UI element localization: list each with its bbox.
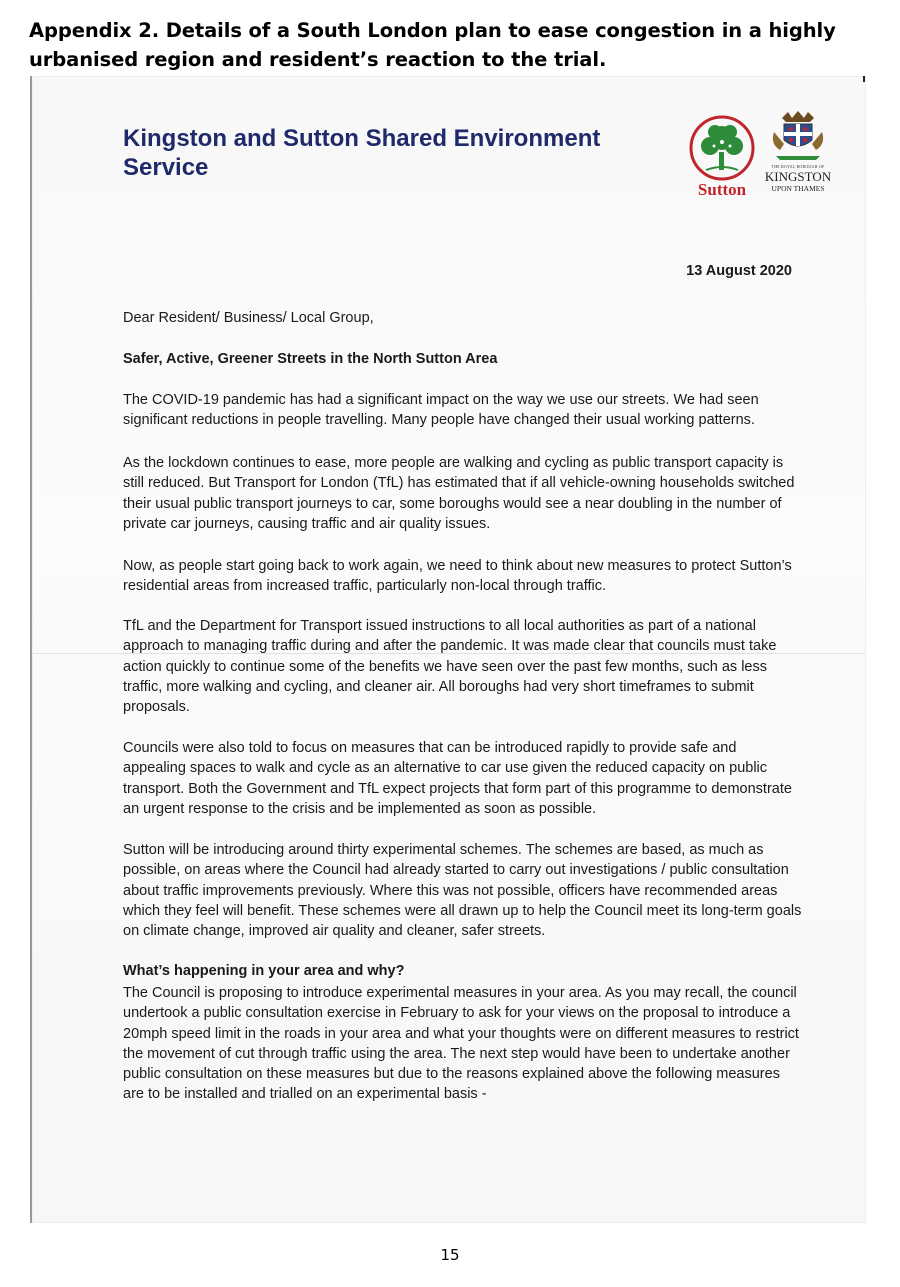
kingston-logo	[762, 110, 834, 200]
sutton-tree-logo-icon	[684, 112, 760, 182]
letter-date: 13 August 2020	[686, 263, 792, 279]
paragraph: Now, as people start going back to work again, we need to think about new measures to protect Sutton’s residential areas from increased traffic, particularly non-local through traffic.	[123, 558, 792, 595]
sutton-logo-text: Sutton	[697, 180, 747, 199]
kingston-logo-small-text: THE ROYAL BOROUGH OF	[771, 164, 825, 169]
kingston-logo-name: KINGSTON	[764, 169, 832, 184]
scan-mark	[863, 76, 865, 82]
kingston-logo-subtitle: UPON THAMES	[771, 184, 825, 193]
paragraph: Councils were also told to focus on measures that can be introduced rapidly to provide safe and appealing spaces to walk and cycle as an alternative to car use given the reduced capacity on public transport. Both the Government and TfL expect projects that form part of this programme to demonstrate an urgent response to the crisis and be implemented as soon as possible.	[123, 740, 792, 817]
letter-subject: Safer, Active, Greener Streets in the North Sutton Area	[123, 351, 498, 367]
kingston-crest-logo-icon	[762, 110, 834, 164]
scanned-letter	[30, 76, 866, 1223]
paragraph: Sutton will be introducing around thirty experimental schemes. The schemes are based, as much as possible, on areas where the Council had already started to carry out investigations / public consultation about traffic improvements previously. Where this was not possible, officers have recommended areas which they feel will benefit. These schemes were all drawn up to help the Council meet its long-term goals on climate change, improved air quality and cleaner, safer streets.	[123, 842, 802, 940]
salutation: Dear Resident/ Business/ Local Group,	[123, 310, 374, 326]
appendix-heading: Appendix 2. Details of a South London plan to ease congestion in a highly urbanised region and resident’s reaction to the trial.	[29, 19, 836, 71]
section-subheading: What’s happening in your area and why?	[123, 963, 405, 979]
paragraph: TfL and the Department for Transport issued instructions to all local authorities as part of a national approach to managing traffic during and after the pandemic. It was made clear that councils must take action quickly to continue some of the benefits we have seen over the past few months, such as less traffic, more walking and cycling, and cleaner air. All boroughs had very short timeframes to submit proposals.	[123, 618, 777, 716]
paragraph: As the lockdown continues to ease, more people are walking and cycling as public transport capacity is still reduced. But Transport for London (TfL) has estimated that if all vehicle-owning households switched their usual public transport journeys to car, some boroughs would see a near doubling in the number of private car journeys, causing traffic and air quality issues.	[123, 455, 795, 532]
org-title: Kingston and Sutton Shared Environment Service	[123, 125, 601, 181]
paragraph: The COVID-19 pandemic has had a significant impact on the way we use our streets. We had seen significant reductions in people travelling. Many people have changed their usual working patterns.	[123, 392, 759, 429]
paragraph: The Council is proposing to introduce experimental measures in your area. As you may recall, the council undertook a public consultation exercise in February to ask for your views on the proposal to introduce a 20mph speed limit in the roads in your area and what your thoughts were on different measures to restrict the movement of cut through traffic using the area. The next step would have been to undertake another public consultation on these measures but due to the reasons explained above the following measures are to be installed and trialled on an experimental basis -	[123, 985, 799, 1103]
sutton-logo	[684, 112, 760, 202]
page-number: 15	[440, 1246, 460, 1264]
